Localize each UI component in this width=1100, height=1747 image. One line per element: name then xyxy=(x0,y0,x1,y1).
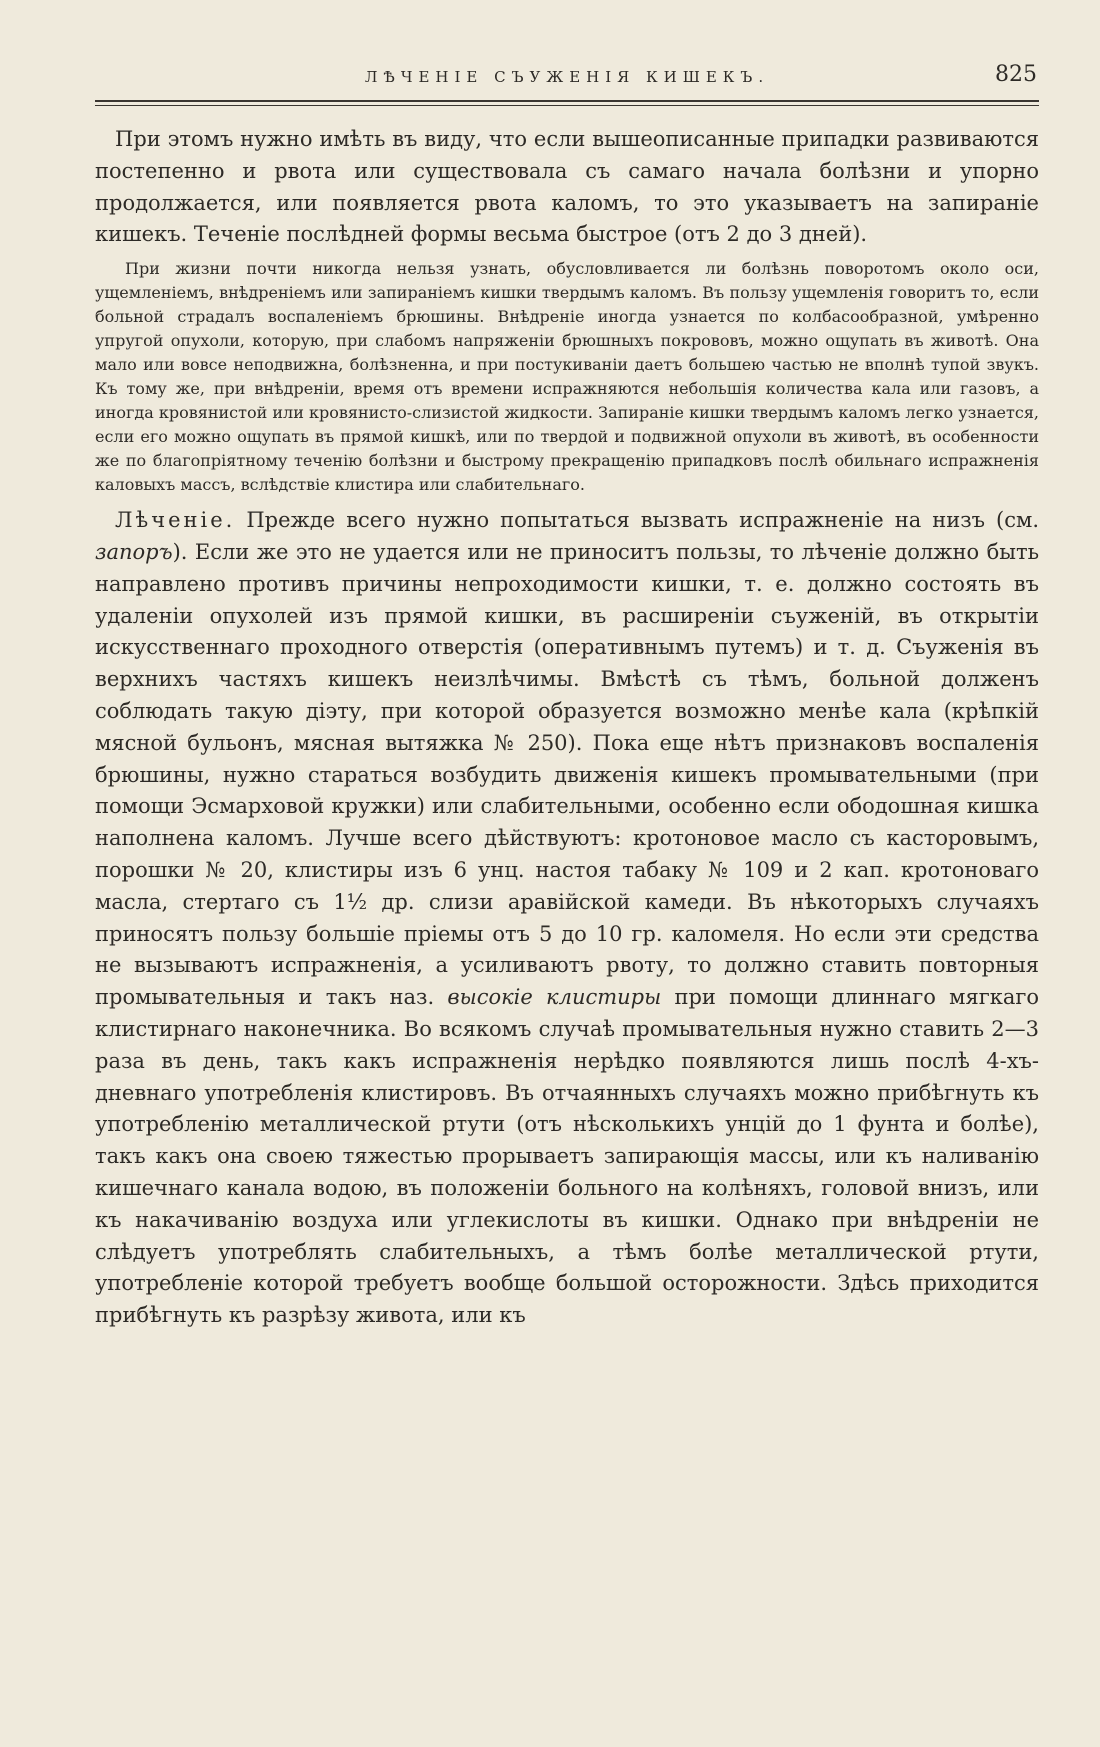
section-lead: Лѣченіе. xyxy=(115,508,236,533)
paragraph-intro: При этомъ нужно имѣть въ виду, что если вышеописанные припадки развиваются постепенно и рвота или существовала съ самаго начала болѣзни и упорно продолжается, или появляется рвота каломъ, то это указываетъ на запираніе кишекъ. Теченіе послѣдней формы весьма быстрое (отъ 2 до 3 дней). xyxy=(95,127,1039,247)
running-title: ЛѢЧЕНІЕ СЪУЖЕНІЯ КИШЕКЪ. xyxy=(364,68,770,86)
text-run: ). Если же это не удается или не приноситъ пользы, то лѣченіе должно быть направлено противъ причины непроходимости кишки, т. е. должно состоять въ удаленіи опухолей изъ прямой кишки, въ расширеніи съуженій, въ открытіи искусственнаго проходного отверстія (оперативнымъ путемъ) и т. д. Съуженія въ верхнихъ частяхъ кишекъ неизлѣчимы. Вмѣстѣ съ тѣмъ, больной долженъ соблюдать такую діэту, при которой образуется возможно менѣе кала (крѣпкій мясной бульонъ, мясная вытяжка № 250). Пока еще нѣтъ признаковъ воспаленія брюшины, нужно стараться возбудить движенія кишекъ промывательными (при помощи Эсмарховой кружки) или слабительными, особенно если ободошная кишка наполнена каломъ. Лучше всего дѣйствуютъ: кротоновое масло съ касторовымъ, порошки № 20, клистиры изъ 6 унц. настоя табаку № 109 и 2 кап. кротоноваго масла, стертаго съ 1½ др. слизи аравійской камеди. Въ нѣкоторыхъ случаяхъ приносятъ пользу большіе пріемы отъ 5 до 10 гр. каломеля. Но если эти средства не вызываютъ испражненія, а усиливаютъ рвоту, то должно ставить повторныя промывательныя и такъ наз. xyxy=(95,539,1039,1010)
paragraph-small-print: При жизни почти никогда нельзя узнать, обусловливается ли болѣзнь поворотомъ около оси, ущемленіемъ, внѣдреніемъ или запираніемъ кишки твердымъ каломъ. Въ пользу ущемленія говоритъ то, если больной страдалъ воспаленіемъ брюшины. Внѣдреніе иногда узнается по колбасообразной, умѣренно упругой опухоли, которую, при слабомъ напряженіи брюшныхъ покрововъ, можно ощупать въ животѣ. Она мало или вовсе неподвижна, болѣзненна, и при постукиваніи даетъ большею частью не вполнѣ тупой звукъ. Къ тому же, при внѣдреніи, время отъ времени испражняются небольшія количества кала или газовъ, а иногда кровянистой или кровянисто-слизистой жидкости. Запираніе кишки твердымъ каломъ легко узнается, если его можно ощупать въ прямой кишкѣ, или по твердой и подвижной опухоли въ животѣ, въ особенности же по благопріятному теченію болѣзни и быстрому прекращенію припадковъ послѣ обильнаго испражненія каловыхъ массъ, вслѣдствіе клистира или слабительнаго. xyxy=(95,259,1039,495)
page-number: 825 xyxy=(995,62,1037,87)
text-run: при помощи длиннаго мягкаго клистирнаго наконечника. Во всякомъ случаѣ промывательныя нужно ставить 2—3 раза въ день, такъ какъ испражненія нерѣдко появляются лишь послѣ 4-хъ-дневнаго употребленія клистировъ. Въ отчаянныхъ случаяхъ можно прибѣгнуть къ употребленію металлической ртути (отъ нѣсколькихъ унцій до 1 фунта и болѣе), такъ какъ она своею тяжестью прорываетъ запирающія массы, или къ наливанію кишечнаго канала водою, въ положеніи больного на колѣняхъ, головой внизъ, или къ накачиванію воздуха или углекислоты въ кишки. Однако при внѣдреніи не слѣдуетъ употреблять слабительныхъ, а тѣмъ болѣе металлической ртути, употребленіе которой требуетъ вообще большой осторожности. Здѣсь приходится прибѣгнуть къ разрѣзу живота, или къ xyxy=(95,985,1039,1328)
paragraph-treatment xyxy=(95,505,1039,1332)
text-run: Прежде всего нужно попытаться вызвать испражненіе на низъ (см. xyxy=(235,508,1039,533)
running-header xyxy=(95,62,1039,102)
italic-term: высокіе клистиры xyxy=(447,985,662,1010)
cross-reference: запоръ xyxy=(95,539,173,564)
page-body xyxy=(95,124,1039,1332)
